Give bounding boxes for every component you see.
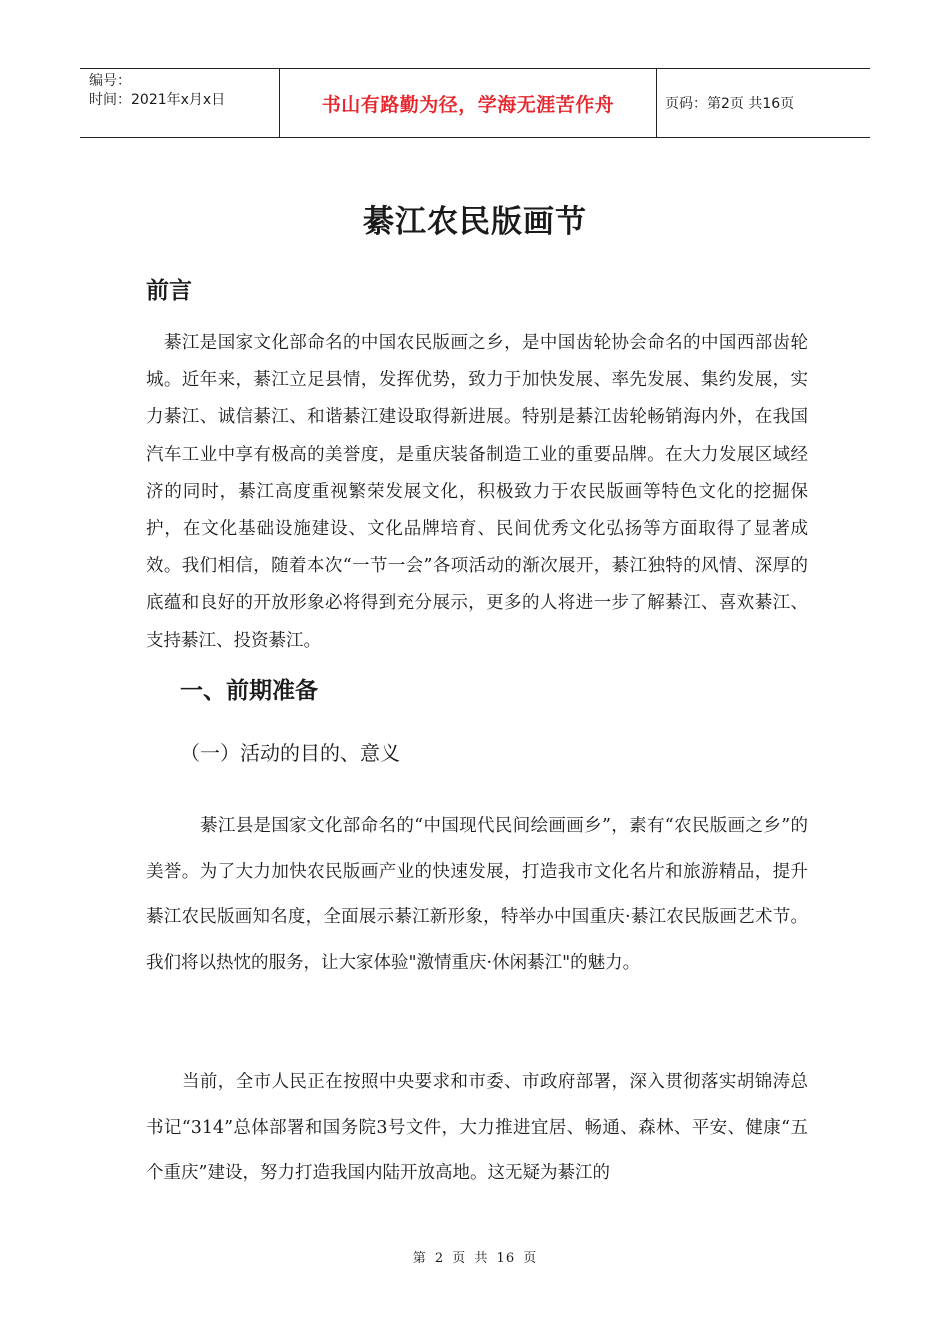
subsection-heading-purpose: （一）活动的目的、意义 — [180, 741, 400, 765]
preface-heading: 前言 — [146, 277, 192, 304]
header-page-info: 页码：第2页 共16页 — [665, 96, 795, 112]
document-date-label: 时间：2021年x月x日 — [89, 92, 226, 108]
page-footer: 第 2 页 共 16 页 — [412, 1251, 538, 1266]
header-meta-cell — [80, 69, 280, 137]
body-paragraph-purpose: 綦江县是国家文化部命名的“中国现代民间绘画画乡”，素有“农民版画之乡”的美誉。为了大力加快农民版画产业的快速发展，打造我市文化名片和旅游精品，提升綦江农民版画知名度，全面展示綦江新形象，特举办中国重庆·綦江农民版画艺术节。我们将以热忱的服务，让大家体验"激情重庆·休闲綦江"的魅力。 — [146, 816, 808, 973]
body-paragraph-context: 当前，全市人民正在按照中央要求和市委、市政府部署，深入贯彻落实胡锦涛总书记“314”总体部署和国务院3号文件，大力推进宜居、畅通、森林、平安、健康“五个重庆”建设，努力打造我国内陆开放高地。这无疑为綦江的 — [146, 1072, 808, 1183]
document-number-label: 编号： — [89, 73, 131, 89]
header-table — [80, 68, 870, 138]
document-title: 綦江农民版画节 — [363, 204, 587, 240]
preface-paragraph: 綦江是国家文化部命名的中国农民版画之乡，是中国齿轮协会命名的中国西部齿轮城。近年来，綦江立足县情，发挥优势，致力于加快发展、率先发展、集约发展，实力綦江、诚信綦江、和谐綦江建设取得新进展。特别是綦江齿轮畅销海内外，在我国汽车工业中享有极高的美誉度，是重庆装备制造工业的重要品牌。在大力发展区域经济的同时，綦江高度重视繁荣发展文化，积极致力于农民版画等特色文化的挖掘保护，在文化基础设施建设、文化品牌培育、民间优秀文化弘扬等方面取得了显著成效。我们相信，随着本次“一节一会”各项活动的渐次展开，綦江独特的风情、深厚的底蕴和良好的开放形象必将得到充分展示，更多的人将进一步了解綦江、喜欢綦江、支持綦江、投资綦江。 — [146, 333, 808, 651]
header-motto: 书山有路勤为径，学海无涯苦作舟 — [280, 69, 657, 137]
section-heading-preparation: 一、前期准备 — [180, 677, 318, 704]
